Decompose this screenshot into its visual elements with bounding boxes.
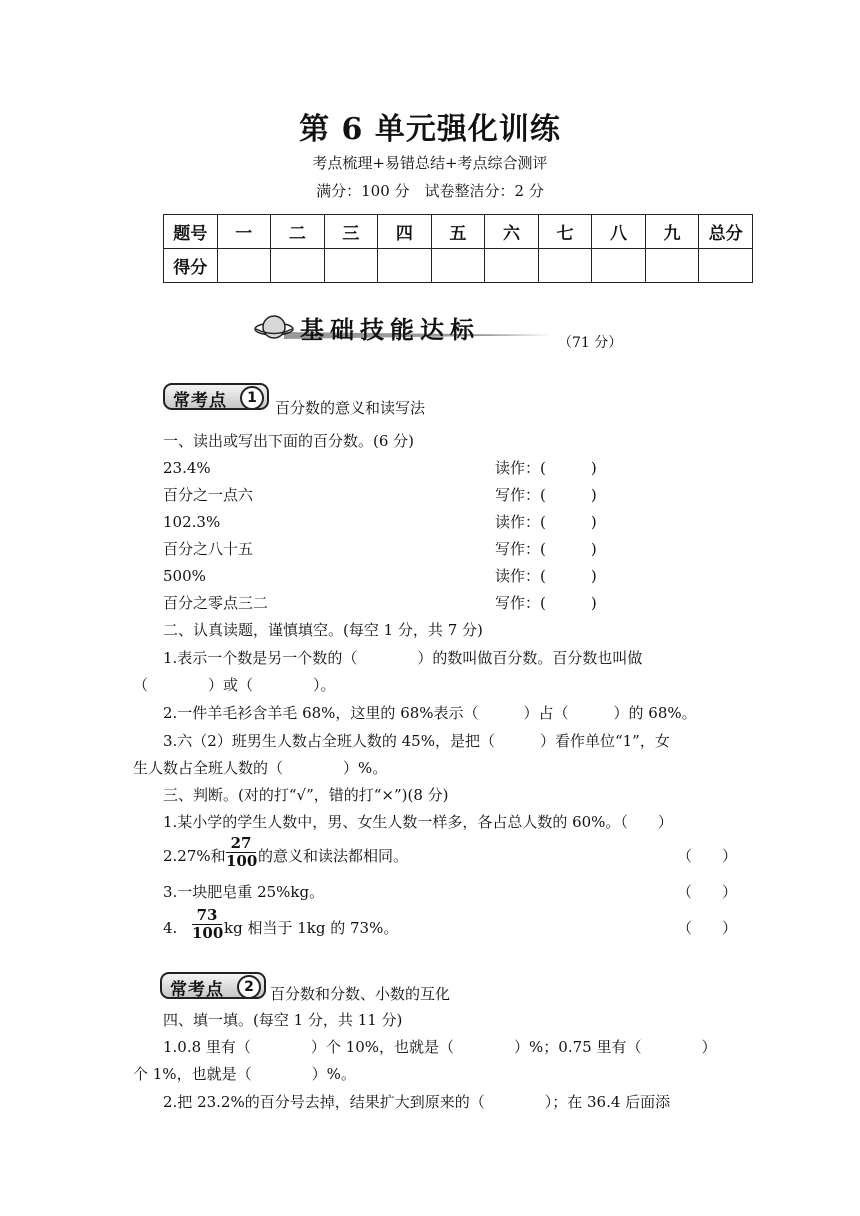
fraction [226, 835, 256, 870]
question-heading: 四、填一填。(每空 1 分，共 11 分) [163, 1011, 403, 1029]
score-table-score-row [164, 249, 753, 283]
badge-number: 1 [240, 386, 264, 410]
score-blank-cell[interactable] [324, 249, 378, 283]
judge-blank[interactable]: （ ） [677, 847, 738, 865]
fraction [192, 907, 222, 942]
question-item: 百分之八十五 [163, 540, 254, 558]
answer-blank[interactable]: 读作：( ) [495, 513, 597, 531]
question-item: 百分之零点三二 [163, 594, 269, 612]
question-heading: 三、判断。(对的打“√”，错的打“×”)(8 分) [163, 786, 449, 804]
topic-label: 百分数的意义和读写法 [275, 399, 426, 417]
table-cell: 七 [538, 215, 592, 249]
table-cell: 九 [645, 215, 699, 249]
score-blank-cell[interactable] [431, 249, 485, 283]
kaodian-badge [163, 383, 269, 410]
fraction-denominator: 100 [192, 924, 224, 942]
question-item: 500% [163, 567, 206, 585]
score-table-header-row [164, 215, 753, 249]
question-item: 3.一块肥皂重 25%kg。 [163, 883, 325, 901]
score-blank-cell[interactable] [699, 249, 753, 283]
table-cell: 得分 [164, 249, 218, 283]
question-item: 2.27%和 [163, 847, 226, 865]
score-blank-cell[interactable] [485, 249, 539, 283]
question-heading: 一、读出或写出下面的百分数。(6 分) [163, 432, 415, 450]
page-subtitle: 考点梳理+易错总结+考点综合测评 [312, 154, 548, 172]
badge-label: 常考点 [173, 391, 227, 411]
score-blank-cell[interactable] [592, 249, 646, 283]
question-item: 23.4% [163, 459, 211, 477]
question-item: kg 相当于 1kg 的 73%。 [224, 919, 399, 937]
question-item: 3.六（2）班男生人数占全班人数的 45%，是把（ ）看作单位“1”，女 [163, 732, 670, 750]
badge-number: 2 [237, 975, 261, 999]
question-item: 1.表示一个数是另一个数的（ ）的数叫做百分数。百分数也叫做 [163, 649, 643, 667]
table-cell: 四 [378, 215, 432, 249]
question-item: 生人数占全班人数的（ ）%。 [133, 759, 388, 777]
table-cell: 一 [217, 215, 271, 249]
question-item: 的意义和读法都相同。 [258, 847, 409, 865]
table-cell: 总分 [699, 215, 753, 249]
score-blank-cell[interactable] [217, 249, 271, 283]
table-cell: 六 [485, 215, 539, 249]
answer-blank[interactable]: 写作：( ) [495, 540, 597, 558]
judge-blank[interactable]: （ ） [677, 883, 738, 901]
question-item: 4. [163, 919, 178, 937]
question-item: 个 1%，也就是（ ）%。 [133, 1065, 356, 1083]
score-blank-cell[interactable] [378, 249, 432, 283]
question-item: 1.0.8 里有（ ）个 10%，也就是（ ）%；0.75 里有（ ） [163, 1038, 717, 1056]
fraction-numerator: 73 [192, 907, 222, 925]
question-item: 2.一件羊毛衫含羊毛 68%，这里的 68%表示（ ）占（ ）的 68%。 [163, 704, 697, 722]
section-title: 基础技能达标 [300, 316, 480, 344]
score-blank-cell[interactable] [271, 249, 325, 283]
question-item: 1.某小学的学生人数中，男、女生人数一样多，各占总人数的 60%。（ ） [163, 813, 673, 831]
question-item: （ ）或（ ）。 [133, 676, 336, 694]
kaodian-badge [160, 972, 266, 999]
page-title: 第 6 单元强化训练 [299, 112, 561, 147]
question-item: 2.把 23.2%的百分号去掉，结果扩大到原来的（ ）；在 36.4 后面添 [163, 1093, 671, 1111]
table-cell: 三 [324, 215, 378, 249]
question-item: 102.3% [163, 513, 221, 531]
answer-blank[interactable]: 读作：( ) [495, 567, 597, 585]
answer-blank[interactable]: 读作：( ) [495, 459, 597, 477]
table-cell: 八 [592, 215, 646, 249]
answer-blank[interactable]: 写作：( ) [495, 594, 597, 612]
badge-label: 常考点 [170, 980, 224, 1000]
section-score: （71 分） [558, 335, 623, 351]
score-table [163, 214, 753, 283]
answer-blank[interactable]: 写作：( ) [495, 486, 597, 504]
score-blank-cell[interactable] [538, 249, 592, 283]
question-heading: 二、认真读题，谨慎填空。(每空 1 分，共 7 分) [163, 621, 483, 639]
judge-blank[interactable]: （ ） [677, 919, 738, 937]
fraction-denominator: 100 [226, 852, 258, 870]
score-info: 满分：100 分 试卷整洁分：2 分 [316, 182, 544, 200]
topic-label: 百分数和分数、小数的互化 [270, 985, 451, 1003]
table-cell: 题号 [164, 215, 218, 249]
table-cell: 五 [431, 215, 485, 249]
section-banner [254, 308, 554, 348]
question-item: 百分之一点六 [163, 486, 254, 504]
score-blank-cell[interactable] [645, 249, 699, 283]
table-cell: 二 [271, 215, 325, 249]
fraction-numerator: 27 [226, 835, 256, 853]
